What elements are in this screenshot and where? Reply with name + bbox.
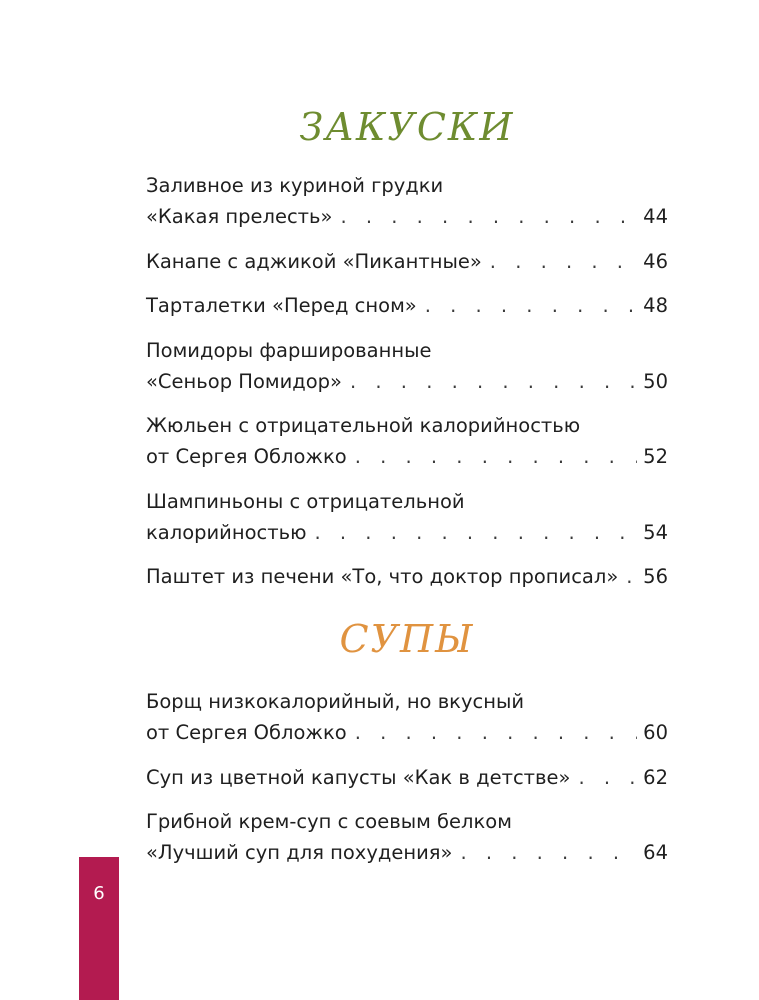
toc-entry[interactable] [146,290,668,321]
toc-entry-line: Шампиньоны с отрицательной [146,489,465,513]
toc-page-number: 54 [643,520,668,544]
toc-entry-line: Тарталетки «Перед сном» [146,294,417,317]
toc-entry[interactable] [146,335,668,397]
toc-entry-line: Паштет из печени «То, что доктор прописал» [146,565,619,588]
toc-entry-line: калорийностью [146,520,307,544]
toc-page-number: 64 [643,841,668,864]
toc-entry-line: Канапе с аджикой «Пикантные» [146,249,482,273]
dot-leader [315,517,638,548]
toc-entry[interactable] [146,561,668,592]
dot-leader [626,561,637,592]
page-number-tab [79,857,119,1000]
toc-entry[interactable] [146,170,668,232]
toc-page-number: 62 [643,765,668,789]
toc-entry-line: от Сергея Обложко [146,445,347,468]
toc-page-number: 48 [643,294,668,317]
dot-leader [355,717,637,748]
dot-leader [350,366,637,397]
toc-entry-line: от Сергея Обложко [146,721,347,744]
toc-entry-line: «Сеньор Помидор» [146,369,342,393]
dot-leader [340,201,637,232]
toc-entry-line: Борщ низкокалорийный, но вкусный [146,690,525,713]
toc-entry-line: Жюльен с отрицательной калорийностью [146,414,581,437]
toc-entry[interactable] [146,486,668,548]
toc-page-number: 52 [643,445,668,468]
toc-page-number: 56 [643,565,668,588]
dot-leader [355,441,637,472]
dot-leader [460,837,637,868]
toc-entry-line: Помидоры фаршированные [146,338,432,362]
toc-entry-line: «Лучший суп для похудения» [146,841,453,864]
dot-leader [425,290,637,321]
toc-entry-line: Грибной крем-суп с соевым белком [146,810,512,833]
toc-list [146,170,668,592]
toc-page-number: 60 [643,721,668,744]
dot-leader [490,246,637,277]
toc-page-number: 50 [643,369,668,393]
toc-entry-line: Заливное из куриной грудки [146,174,444,197]
toc-page-number: 44 [643,205,668,228]
toc-list [146,686,668,868]
section-title: СУПЫ [339,617,475,661]
toc-page-number: 46 [643,249,668,273]
toc-entry-line: Суп из цветной капусты «Как в детстве» [146,765,571,789]
page-number: 6 [93,883,105,904]
toc-entry[interactable] [146,686,668,748]
dot-leader [578,762,637,793]
section-title: ЗАКУСКИ [299,105,515,149]
toc-entry[interactable] [146,806,668,868]
toc-entry[interactable] [146,246,668,277]
toc-entry[interactable] [146,762,668,793]
toc-entry-line: «Какая прелесть» [146,205,333,228]
toc-entry[interactable] [146,410,668,472]
